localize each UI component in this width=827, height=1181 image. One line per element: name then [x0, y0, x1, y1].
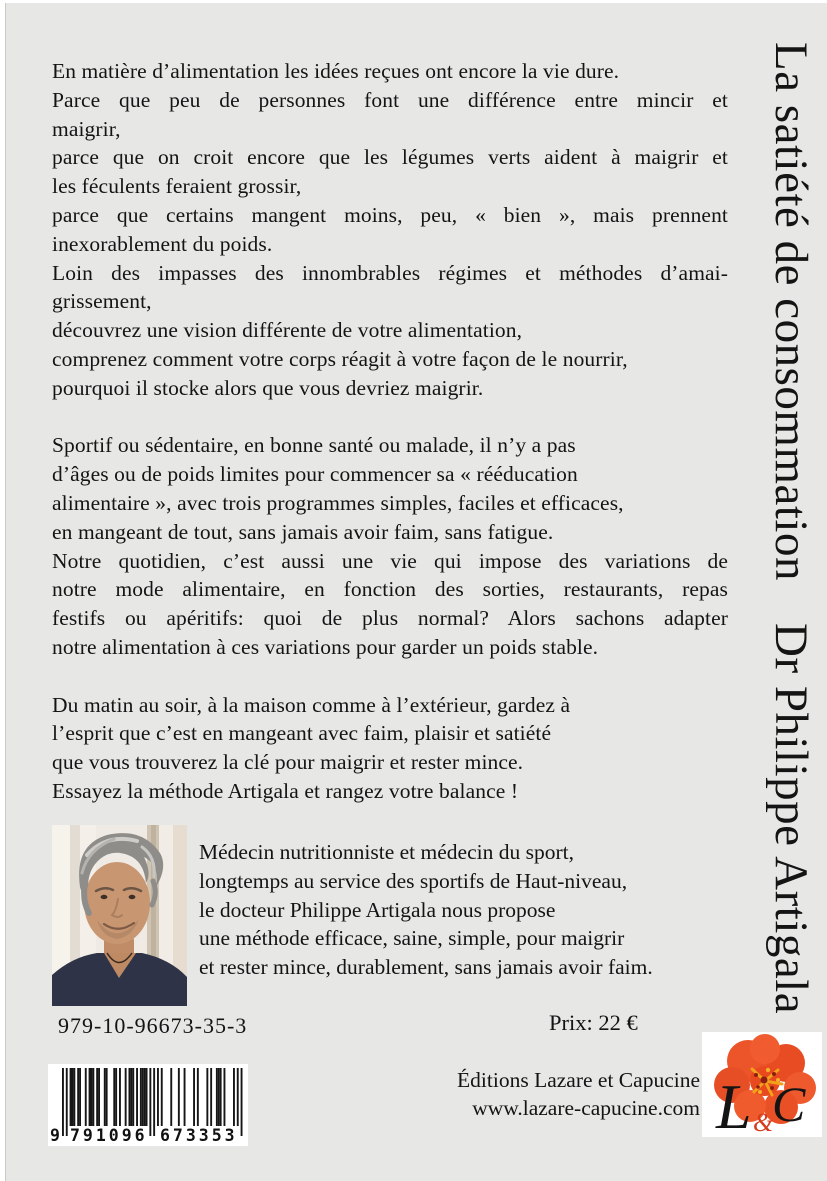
publisher-website: www.lazare-capucine.com	[472, 1096, 700, 1120]
text-line: parce que certains mangent moins, peu, « bien », mais prennent	[52, 202, 728, 227]
logo-letter-c: C	[772, 1076, 806, 1132]
page-edge-top	[0, 0, 827, 3]
publisher-block	[457, 1066, 700, 1122]
bio-line: Médecin nutritionniste et médecin du sport,	[199, 839, 574, 864]
text-line: grissement,	[52, 289, 152, 314]
text-line: découvrez une vision différente de votre alimentation,	[52, 318, 523, 343]
page-edge-left	[0, 0, 6, 1181]
text-line: festifs ou apéritifs: quoi de plus normal? Alors sachons adapter	[52, 606, 728, 631]
text-line: pourquoi il stocke alors que vous devriez maigrir.	[52, 375, 484, 400]
text-line: l’esprit que c’est en mangeant avec faim, plaisir et satiété	[52, 721, 552, 746]
publisher-name: Éditions Lazare et Capucine	[457, 1068, 700, 1092]
logo-letter-l: L	[716, 1071, 752, 1137]
barcode-digit-first: 9	[50, 1126, 60, 1145]
barcode-digits-left: 791096	[70, 1126, 148, 1145]
price: Prix: 22 €	[549, 1010, 638, 1035]
text-line: comprenez comment votre corps réagit à votre façon de le nourrir,	[52, 346, 628, 371]
spine-title: La satiété de consommation	[765, 42, 817, 581]
author-photo	[52, 825, 187, 1006]
text-line: Du matin au soir, à la maison comme à l’extérieur, gardez à	[52, 692, 571, 717]
text-line: alimentaire », avec trois programmes simples, faciles et efficaces,	[52, 490, 624, 515]
barcode-digits	[48, 1125, 248, 1145]
paragraph	[52, 691, 728, 806]
text-line: notre alimentation à ces variations pour garder un poids stable.	[52, 634, 599, 659]
bio-line: longtemps au service des sportifs de Haut-niveau,	[199, 868, 628, 893]
text-line: que vous trouverez la clé pour maigrir et rester mince.	[52, 750, 524, 775]
isbn: 979-10-96673-35-3	[58, 1013, 248, 1038]
text-line: Notre quotidien, c’est aussi une vie qui impose des variations de	[52, 548, 728, 573]
text-line: inexorablement du poids.	[52, 231, 273, 256]
logo-ampersand: &	[753, 1108, 774, 1137]
text-line: Sportif ou sédentaire, en bonne santé ou malade, il n’y a pas	[52, 433, 576, 458]
paragraph	[52, 431, 728, 661]
bio-line: une méthode efficace, saine, simple, pour maigrir	[199, 926, 625, 951]
text-line: en mangeant de tout, sans jamais avoir faim, sans fatigue.	[52, 519, 554, 544]
text-line: Parce que peu de personnes font une différence entre mincir et	[52, 87, 728, 112]
bio-line: le docteur Philippe Artigala nous propose	[199, 897, 556, 922]
bio-line: et rester mince, durablement, sans jamais avoir faim.	[199, 955, 653, 980]
bio-text	[187, 825, 653, 1006]
text-line: d’âges ou de poids limites pour commencer sa « rééducation	[52, 462, 578, 487]
text-line: parce que on croit encore que les légumes verts aident à maigrir et	[52, 145, 728, 170]
body-text	[52, 57, 728, 1006]
text-line: Loin des impasses des innombrables régimes et méthodes d’amai-	[52, 260, 728, 285]
text-line: Essayez la méthode Artigala et rangez votre balance !	[52, 778, 519, 803]
text-line: En matière d’alimentation les idées reçues ont encore la vie dure.	[52, 59, 620, 83]
spine	[764, 42, 818, 1181]
text-line: les féculents feraient grossir,	[52, 174, 302, 199]
barcode	[48, 1064, 248, 1146]
paragraph	[52, 57, 728, 403]
barcode-digits-right: 673353	[160, 1126, 238, 1145]
spine-author: Dr Philippe Artigala	[765, 622, 817, 1015]
text-line: notre mode alimentaire, en fonction des sorties, restaurants, repas	[52, 577, 728, 602]
text-line: maigrir,	[52, 116, 121, 141]
author-section	[52, 825, 728, 1006]
